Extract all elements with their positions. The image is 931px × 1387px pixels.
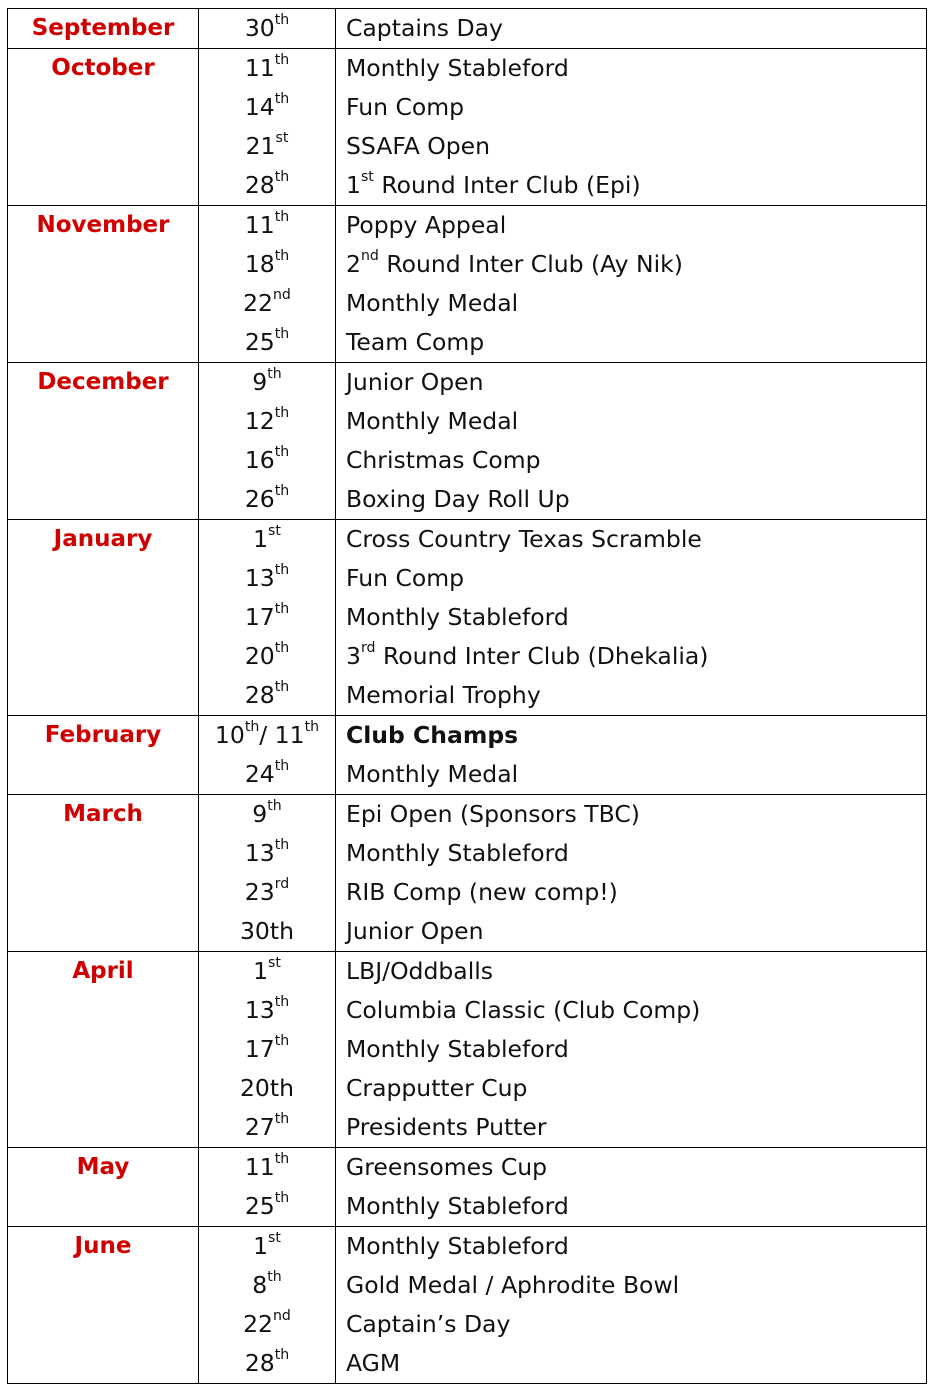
month-row (8, 49, 927, 206)
day-entry (199, 1305, 335, 1344)
day-entry (199, 755, 335, 794)
day-number: 20th (239, 1074, 294, 1102)
month-row (8, 9, 927, 49)
day-entry (199, 873, 335, 912)
event-entry (336, 1069, 926, 1108)
event-name: Club Champs (346, 721, 519, 749)
event-entry (336, 755, 926, 794)
day-cell (199, 206, 336, 363)
day-suffix: th (274, 1346, 290, 1363)
day-suffix-second: th (304, 718, 320, 735)
day-entry (199, 834, 335, 873)
fixtures-table (7, 8, 927, 1384)
day-number: 28 (244, 1349, 275, 1377)
day-suffix: th (274, 11, 290, 28)
day-suffix: th (274, 1032, 290, 1049)
event-entry (336, 598, 926, 637)
day-suffix: th (274, 482, 290, 499)
event-name: Round Inter Club (Dhekalia) (382, 642, 709, 670)
day-suffix: th (244, 718, 260, 735)
day-entry (199, 363, 335, 402)
event-name: Monthly Medal (346, 289, 519, 317)
event-cell (336, 49, 927, 206)
event-entry (336, 9, 926, 48)
day-suffix: nd (273, 286, 291, 303)
event-entry (336, 991, 926, 1030)
event-name: SSAFA Open (346, 132, 491, 160)
day-entry (199, 1148, 335, 1187)
day-entry (199, 598, 335, 637)
event-cell (336, 1148, 927, 1227)
month-name: September (8, 9, 199, 49)
event-entry (336, 912, 926, 951)
event-entry (336, 323, 926, 362)
day-number: 13 (244, 839, 275, 867)
event-round-suffix: rd (360, 639, 376, 656)
event-name: Monthly Stableford (346, 603, 569, 631)
day-number: 28 (244, 681, 275, 709)
day-number: 30 (244, 14, 275, 42)
day-cell (199, 363, 336, 520)
day-entry (199, 1030, 335, 1069)
day-number: 23 (244, 878, 275, 906)
day-cell (199, 952, 336, 1148)
event-name: Monthly Medal (346, 760, 519, 788)
day-number: 22 (243, 289, 273, 317)
day-entry (199, 952, 335, 991)
event-name: Fun Comp (346, 564, 465, 592)
event-entry (336, 1187, 926, 1226)
day-suffix: th (274, 1110, 290, 1127)
day-suffix: th (274, 51, 290, 68)
day-number: 8 (252, 1271, 268, 1299)
event-cell (336, 9, 927, 49)
day-number: 14 (244, 93, 275, 121)
day-cell (199, 795, 336, 952)
event-entry (336, 1266, 926, 1305)
day-suffix: th (267, 797, 282, 814)
day-number: 20 (244, 642, 275, 670)
event-cell (336, 952, 927, 1148)
event-entry (336, 1108, 926, 1147)
day-suffix: th (267, 1268, 282, 1285)
month-row (8, 795, 927, 952)
day-suffix: th (274, 836, 290, 853)
month-row (8, 1227, 927, 1384)
day-suffix: th (274, 208, 290, 225)
event-name: Christmas Comp (346, 446, 541, 474)
day-number: 11 (244, 211, 275, 239)
day-suffix: th (274, 325, 290, 342)
event-entry (336, 637, 926, 676)
event-entry (336, 834, 926, 873)
day-suffix: st (268, 1229, 281, 1246)
month-row (8, 520, 927, 716)
day-suffix: th (274, 404, 290, 421)
month-name: June (8, 1227, 199, 1384)
month-name: October (8, 49, 199, 206)
event-entry (336, 441, 926, 480)
day-number-second: / 11 (259, 721, 305, 749)
day-entry (199, 49, 335, 88)
event-name: Fun Comp (346, 93, 465, 121)
day-number: 12 (244, 407, 275, 435)
event-entry (336, 402, 926, 441)
day-number: 22 (243, 1310, 273, 1338)
event-entry (336, 952, 926, 991)
event-name: Epi Open (Sponsors TBC) (346, 800, 640, 828)
event-name: Team Comp (346, 328, 485, 356)
event-name: Round Inter Club (Ay Nik) (386, 250, 683, 278)
event-name: Captains Day (346, 14, 503, 42)
event-name: AGM (346, 1349, 401, 1377)
day-entry (199, 520, 335, 559)
month-name: May (8, 1148, 199, 1227)
day-number: 28 (244, 171, 275, 199)
event-round-number: 2 (346, 250, 361, 278)
day-entry (199, 284, 335, 323)
day-number: 26 (244, 485, 275, 513)
day-number: 1 (253, 1232, 269, 1260)
event-name: Monthly Stableford (346, 839, 569, 867)
day-cell (199, 1148, 336, 1227)
event-cell (336, 716, 927, 795)
day-suffix: nd (273, 1307, 291, 1324)
day-suffix: th (274, 639, 290, 656)
month-name: November (8, 206, 199, 363)
event-entry (336, 88, 926, 127)
day-entry (199, 1108, 335, 1147)
day-suffix: st (268, 954, 281, 971)
day-entry (199, 441, 335, 480)
event-name: Monthly Stableford (346, 54, 569, 82)
day-entry (199, 323, 335, 362)
event-name: Poppy Appeal (346, 211, 507, 239)
event-entry (336, 480, 926, 519)
event-cell (336, 1227, 927, 1384)
day-number: 25 (244, 328, 275, 356)
event-entry (336, 559, 926, 598)
event-name: Monthly Medal (346, 407, 519, 435)
fixtures-table-body (8, 9, 927, 1384)
day-cell (199, 1227, 336, 1384)
day-suffix: rd (274, 875, 290, 892)
day-cell (199, 716, 336, 795)
month-name: March (8, 795, 199, 952)
event-name: Captain’s Day (346, 1310, 511, 1338)
event-round-number: 3 (346, 642, 361, 670)
month-row (8, 1148, 927, 1227)
event-entry (336, 127, 926, 166)
day-suffix: th (274, 247, 290, 264)
event-entry (336, 206, 926, 245)
event-name: Monthly Stableford (346, 1035, 569, 1063)
month-name: April (8, 952, 199, 1148)
day-entry (199, 402, 335, 441)
day-entry (199, 480, 335, 519)
event-round-number: 1 (346, 171, 361, 199)
day-entry (199, 88, 335, 127)
month-row (8, 206, 927, 363)
day-number: 1 (253, 525, 269, 553)
event-name: Crapputter Cup (346, 1074, 528, 1102)
day-cell (199, 49, 336, 206)
event-entry (336, 520, 926, 559)
event-name: Junior Open (346, 368, 484, 396)
day-number: 10 (214, 721, 245, 749)
event-entry (336, 1030, 926, 1069)
day-entry (199, 991, 335, 1030)
day-suffix: th (274, 678, 290, 695)
day-suffix: th (274, 757, 290, 774)
day-number: 18 (244, 250, 275, 278)
event-name: Junior Open (346, 917, 484, 945)
day-number: 27 (244, 1113, 275, 1141)
event-name: Columbia Classic (Club Comp) (346, 996, 701, 1024)
day-suffix: st (268, 522, 281, 539)
event-entry (336, 873, 926, 912)
event-name: Boxing Day Roll Up (346, 485, 570, 513)
event-entry (336, 1344, 926, 1383)
event-entry (336, 245, 926, 284)
day-number: 13 (244, 564, 275, 592)
event-entry (336, 1148, 926, 1187)
event-cell (336, 206, 927, 363)
month-row (8, 716, 927, 795)
event-entry (336, 716, 926, 755)
day-entry (199, 1069, 335, 1108)
day-entry (199, 1227, 335, 1266)
event-cell (336, 363, 927, 520)
day-number: 17 (244, 1035, 275, 1063)
month-name: January (8, 520, 199, 716)
day-suffix: th (274, 993, 290, 1010)
day-entry (199, 245, 335, 284)
day-entry (199, 127, 335, 166)
day-suffix: th (274, 168, 290, 185)
day-cell (199, 520, 336, 716)
day-number: 11 (244, 1153, 275, 1181)
event-entry (336, 49, 926, 88)
day-suffix: th (274, 1189, 290, 1206)
day-number: 11 (244, 54, 275, 82)
event-name: Memorial Trophy (346, 681, 541, 709)
day-number: 16 (244, 446, 275, 474)
day-number: 17 (244, 603, 275, 631)
day-number: 24 (244, 760, 275, 788)
day-cell (199, 9, 336, 49)
month-row (8, 363, 927, 520)
event-entry (336, 676, 926, 715)
event-name: Presidents Putter (346, 1113, 547, 1141)
event-entry (336, 795, 926, 834)
event-entry (336, 363, 926, 402)
event-entry (336, 1227, 926, 1266)
event-name: Gold Medal / Aphrodite Bowl (346, 1271, 680, 1299)
event-entry (336, 1305, 926, 1344)
day-entry (199, 716, 335, 755)
day-number: 30th (239, 917, 294, 945)
day-entry (199, 166, 335, 205)
day-entry (199, 1187, 335, 1226)
event-entry (336, 166, 926, 205)
month-name: December (8, 363, 199, 520)
day-entry (199, 9, 335, 48)
day-entry (199, 795, 335, 834)
day-number: 25 (244, 1192, 275, 1220)
day-suffix: th (274, 1150, 290, 1167)
day-suffix: th (274, 600, 290, 617)
day-entry (199, 637, 335, 676)
event-cell (336, 520, 927, 716)
event-name: Greensomes Cup (346, 1153, 548, 1181)
day-entry (199, 912, 335, 951)
day-entry (199, 206, 335, 245)
day-suffix: st (275, 129, 289, 146)
day-number: 9 (252, 368, 268, 396)
event-name: RIB Comp (new comp!) (346, 878, 618, 906)
day-entry (199, 559, 335, 598)
day-entry (199, 1266, 335, 1305)
day-number: 21 (245, 132, 276, 160)
day-number: 9 (252, 800, 268, 828)
day-entry (199, 676, 335, 715)
day-suffix: th (274, 561, 290, 578)
day-number: 1 (253, 957, 269, 985)
event-name: Round Inter Club (Epi) (381, 171, 641, 199)
event-name: Monthly Stableford (346, 1232, 569, 1260)
event-cell (336, 795, 927, 952)
event-name: Cross Country Texas Scramble (346, 525, 702, 553)
event-round-suffix: st (360, 168, 374, 185)
event-name: Monthly Stableford (346, 1192, 569, 1220)
day-entry (199, 1344, 335, 1383)
day-suffix: th (267, 365, 282, 382)
event-entry (336, 284, 926, 323)
event-round-suffix: nd (360, 247, 379, 264)
day-number: 13 (244, 996, 275, 1024)
month-row (8, 952, 927, 1148)
month-name: February (8, 716, 199, 795)
day-suffix: th (274, 90, 290, 107)
day-suffix: th (274, 443, 290, 460)
event-name: LBJ/Oddballs (346, 957, 494, 985)
